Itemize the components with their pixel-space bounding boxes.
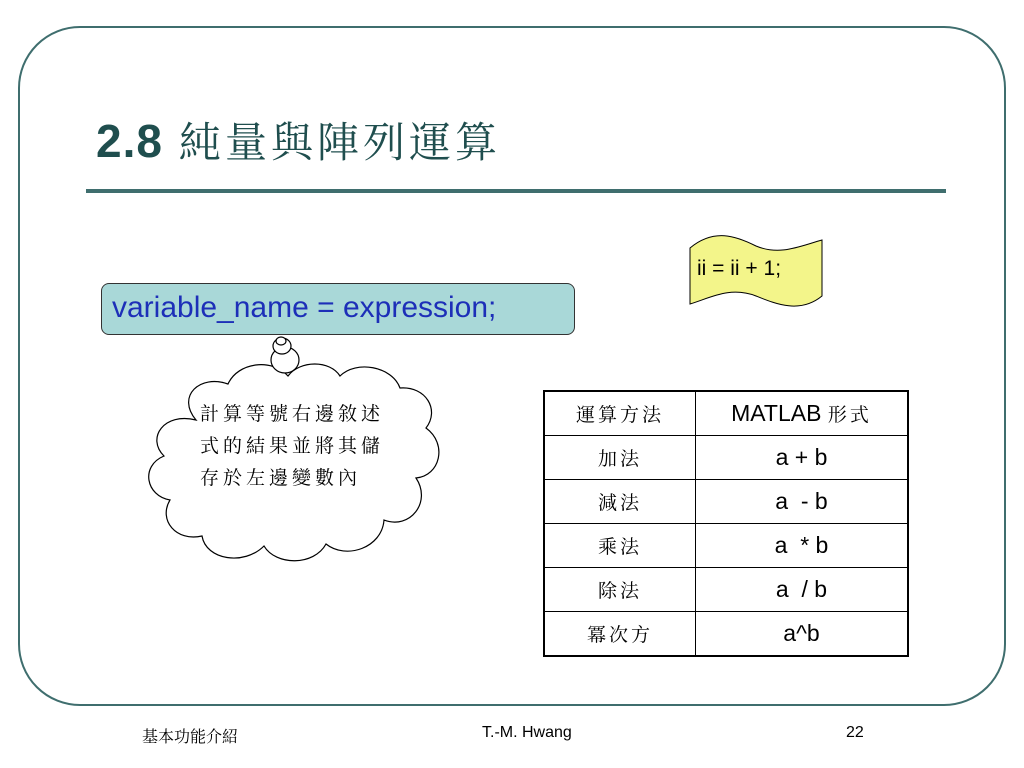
expression-box: variable_name = expression; — [101, 283, 575, 335]
table-header-row — [544, 391, 908, 436]
method-cell: 減法 — [544, 480, 696, 524]
table-row — [544, 568, 908, 612]
table-row — [544, 436, 908, 480]
title-number: 2.8 — [96, 115, 163, 167]
method-cell: 除法 — [544, 568, 696, 612]
header-matlab-form — [696, 391, 909, 436]
operations-table — [543, 390, 909, 657]
table-row — [544, 524, 908, 568]
header-matlab: MATLAB — [731, 400, 822, 426]
header-form: 形式 — [827, 404, 872, 426]
header-method: 運算方法 — [544, 391, 696, 436]
method-cell: 乘法 — [544, 524, 696, 568]
scroll-note-text: ii = ii + 1; — [697, 257, 782, 280]
footer-page-number: 22 — [846, 724, 864, 741]
form-cell: a / b — [696, 568, 909, 612]
table-row — [544, 480, 908, 524]
form-cell: a + b — [696, 436, 909, 480]
method-cell: 加法 — [544, 436, 696, 480]
form-cell: a - b — [696, 480, 909, 524]
form-cell: a^b — [696, 612, 909, 657]
method-cell: 冪次方 — [544, 612, 696, 657]
form-cell: a * b — [696, 524, 909, 568]
table-row — [544, 612, 908, 657]
title-text: 純量與陣列運算 — [178, 118, 501, 167]
cloud-callout-text: 計算等號右邊敘述式的結果並將其儲存於左邊變數內 — [200, 403, 385, 489]
footer-author: T.-M. Hwang — [482, 724, 572, 741]
footer-section-title: 基本功能介紹 — [142, 727, 239, 746]
